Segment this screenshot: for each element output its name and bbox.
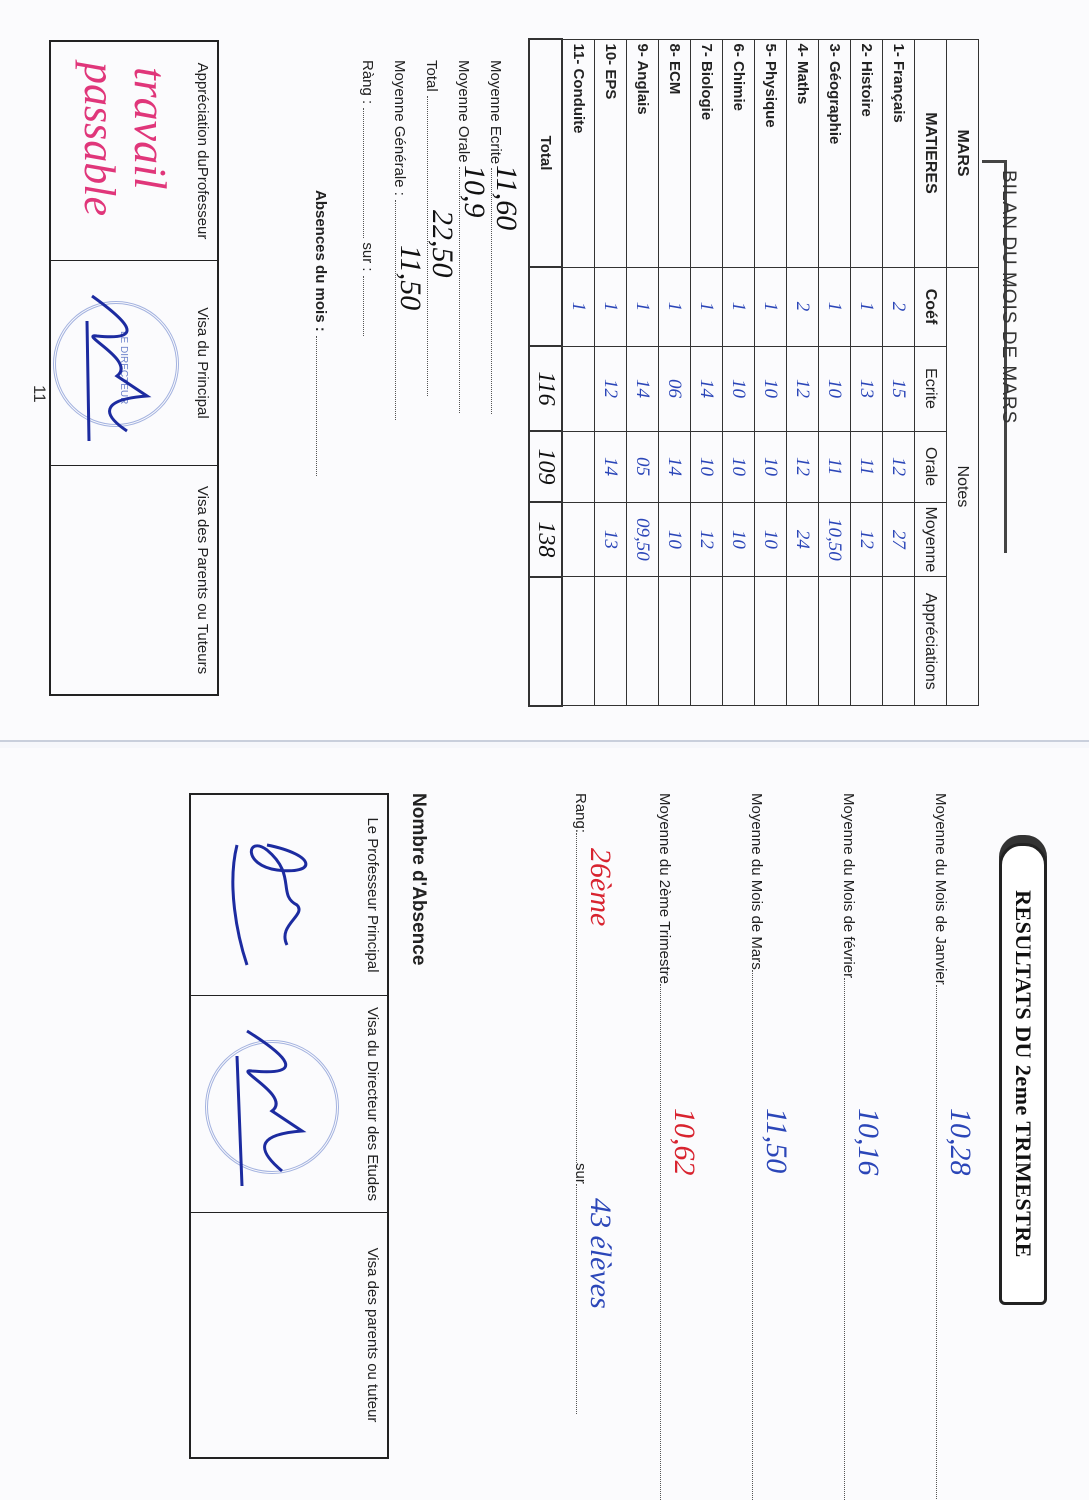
sur-label: sur [572,1163,589,1184]
sur-value: 43 élèves [584,1198,617,1309]
table-row [627,39,659,706]
table-row [883,39,915,706]
dotted-line [936,985,937,1500]
parents-column [51,466,217,694]
moyenne-cell: 12 [691,502,723,577]
ecrite-cell: 10 [723,346,755,431]
table-row [851,39,883,706]
appreciation-cell [819,577,851,706]
directeur-signature [207,1016,347,1196]
visa-box-2 [189,793,389,1459]
coef-cell: 1 [819,267,851,346]
appreciation-cell [691,577,723,706]
rang-label: Rang: [572,793,589,834]
principal-signature [57,281,187,451]
appreciation-cell [883,577,915,706]
bilan-page [0,0,1089,742]
principal-label: Visa du Principal [194,307,211,419]
subject-cell: 3- Géographie [819,39,851,267]
table-row [755,39,787,706]
subject-cell: 11- Conduite [562,39,595,267]
table-header-row-1 [947,39,979,706]
moyenne-cell: 24 [787,502,819,577]
ecrite-cell: 14 [627,346,659,431]
coef-cell: 1 [851,267,883,346]
table-row [723,39,755,706]
principal-column [51,261,217,466]
coef-cell: 1 [755,267,787,346]
appreciation-cell [723,577,755,706]
directeur-label: Visa du Directeur des Etudes [364,1007,381,1201]
orale-cell: 10 [691,431,723,502]
total-appreciation [529,577,562,706]
moyenne-ecrite-value: 11,60 [490,165,523,231]
prof-label: Le Professeur Principal [364,817,381,973]
parents-label: Visa des parents ou tuteur [364,1247,381,1423]
appreciation-cell [627,577,659,706]
orale-cell: 14 [595,431,627,502]
appreciation-cell [595,577,627,706]
appreciation-cell [562,577,595,706]
moyenne-header: Moyenne [915,502,947,577]
subject-cell: 8- ECM [659,39,691,267]
dotted-line [363,108,364,238]
ecrite-cell: 12 [595,346,627,431]
coef-cell: 1 [562,267,595,346]
result-line-label: Moyenne du Mois de février [840,793,857,979]
table-row [562,39,595,706]
ecrite-cell: 15 [883,346,915,431]
grades-table [528,38,979,707]
result-line-value: 11,50 [760,1108,793,1174]
subject-cell: 7- Biologie [691,39,723,267]
moyenne-cell: 12 [851,502,883,577]
result-line-label: Moyenne du 2ème Trimestre [656,793,673,984]
table-row [659,39,691,706]
appreciation-cell [851,577,883,706]
coef-cell: 1 [691,267,723,346]
appreciation-cell [659,577,691,706]
subject-cell: 6- Chimie [723,39,755,267]
moyenne-orale-value: 10,9 [458,165,491,218]
resultats-page [0,748,1089,1500]
total-moyenne: 138 [529,502,562,577]
total-row [529,39,562,706]
orale-cell: 10 [755,431,787,502]
subject-cell: 10- EPS [595,39,627,267]
appreciation-column [51,42,217,261]
result-line-value: 10,16 [852,1108,885,1176]
coef-cell: 1 [659,267,691,346]
prof-signature [217,815,337,985]
orale-header: Orale [915,431,947,502]
dotted-line [660,984,661,1500]
ecrite-cell: 10 [755,346,787,431]
total-label: Total [529,39,562,267]
ecrite-header: Ecrite [915,346,947,431]
moyenne-cell: 10 [755,502,787,577]
coef-cell: 1 [627,267,659,346]
bilan-title: BILAN DU MOIS DE MARS [998,170,1019,425]
moyenne-cell: 10,50 [819,502,851,577]
rang-label: Ràng : [359,60,376,105]
absences-label: Absences du mois : [312,190,329,332]
appreciation-cell [787,577,819,706]
orale-cell: 12 [787,431,819,502]
results-banner: RESULTATS DU 2eme TRIMESTRE [999,843,1047,1305]
parents-column [191,1213,387,1457]
moyenne-ecrite-label: Moyenne Ecrite [487,60,504,165]
visa-box [49,40,219,696]
table-row [595,39,627,706]
result-line-label: Moyenne du Mois de Mars [748,793,765,970]
parents-label: Visa des Parents ou Tuteurs [194,485,211,675]
total-ecrite: 116 [529,346,562,431]
absences-line [312,190,329,476]
coef-cell: 2 [787,267,819,346]
appreciation-label: Appréciation duProfesseur [194,62,211,240]
coef-header: Coéf [915,267,947,346]
moyenne-generale-label: Moyenne Générale : [391,60,408,196]
table-header-row-2 [915,39,947,706]
subject-cell: 5- Physique [755,39,787,267]
dotted-line [844,978,845,1500]
orale-cell: 14 [659,431,691,502]
table-row [691,39,723,706]
rang-line [359,60,376,336]
grade-rows [562,39,915,706]
moyenne-orale-label: Moyenne Orale [455,60,472,163]
orale-cell [562,431,595,502]
dotted-line [363,276,364,336]
directeur-column [191,996,387,1213]
moyenne-cell: 27 [883,502,915,577]
orale-cell: 12 [883,431,915,502]
dotted-line [752,970,753,1500]
page-number: 11 [30,385,49,403]
orale-cell: 11 [819,431,851,502]
month-header: MARS [947,39,979,267]
total-coef [529,267,562,346]
table-row [819,39,851,706]
sur-label: sur : [359,242,376,272]
subject-cell: 1- Français [883,39,915,267]
appreciation-cell [755,577,787,706]
total-summary-value: 22,50 [426,210,459,278]
prof-column [191,795,387,996]
result-line-label: Moyenne du Mois de Janvier [932,793,949,985]
moyenne-cell: 10 [723,502,755,577]
ecrite-cell: 10 [819,346,851,431]
coef-cell: 2 [883,267,915,346]
moyenne-cell: 09,50 [627,502,659,577]
total-summary-label: Total [423,60,440,92]
orale-cell: 10 [723,431,755,502]
subject-cell: 4- Maths [787,39,819,267]
appreciation-text-2: passable [75,62,124,216]
moyenne-cell: 13 [595,502,627,577]
rang-value: 26ème [584,848,617,927]
ecrite-cell [562,346,595,431]
subject-cell: 2- Histoire [851,39,883,267]
total-orale: 109 [529,431,562,502]
dotted-line [576,1184,577,1414]
subject-header: MATIERES [915,39,947,267]
ecrite-cell: 12 [787,346,819,431]
coef-cell: 1 [723,267,755,346]
notes-header: Notes [947,267,979,706]
ecrite-cell: 13 [851,346,883,431]
ecrite-cell: 06 [659,346,691,431]
dotted-line [576,833,577,1163]
ecrite-cell: 14 [691,346,723,431]
moyenne-generale-value: 11,50 [394,245,427,311]
stamp-text: LE DIRECTEUR [118,331,129,405]
subject-cell: 9- Anglais [627,39,659,267]
result-line-value: 10,62 [668,1108,701,1176]
moyenne-cell [562,502,595,577]
orale-cell: 05 [627,431,659,502]
result-line-value: 10,28 [944,1108,977,1176]
coef-cell: 1 [595,267,627,346]
appreciations-header: Appréciations [915,577,947,706]
table-row [787,39,819,706]
moyenne-generale-line [391,60,408,420]
orale-cell: 11 [851,431,883,502]
moyenne-ecrite-line [487,60,504,414]
moyenne-cell: 10 [659,502,691,577]
absence-title: Nombre d'Absence [408,793,429,966]
dotted-line [316,336,317,476]
appreciation-text-1: travail [125,67,176,190]
